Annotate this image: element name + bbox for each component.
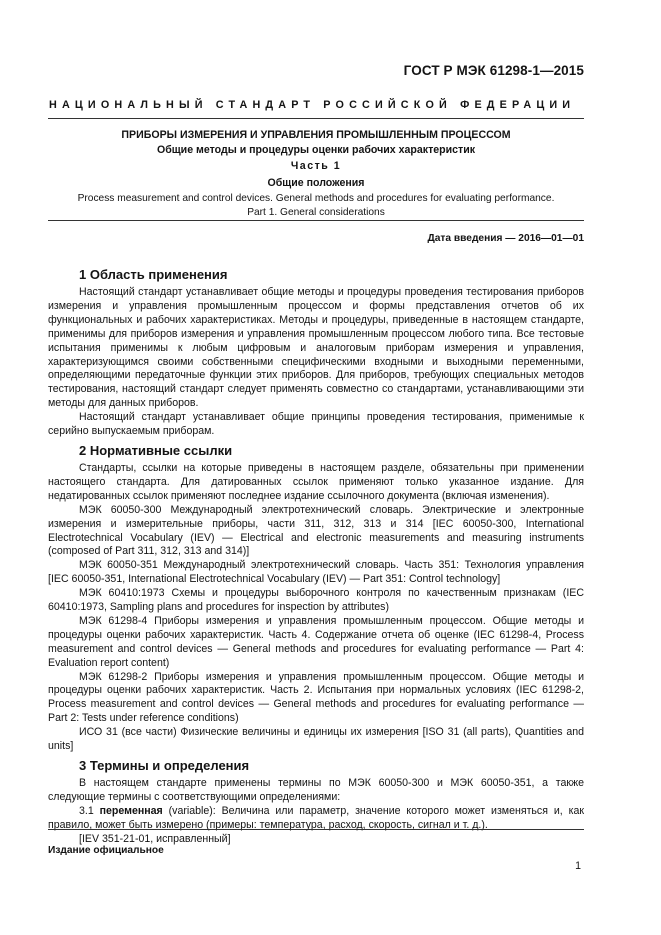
- standard-code: ГОСТ Р МЭК 61298-1—2015: [403, 63, 584, 78]
- paragraph: В настоящем стандарте применены термины по МЭК 60050-300 и МЭК 60050-351, а также следующие термины с соответствующими определениями:: [48, 777, 584, 803]
- section-terms: [48, 757, 584, 847]
- title-divider: [48, 220, 584, 221]
- section-normative-references: [48, 442, 584, 754]
- english-title-line-2: Part 1. General considerations: [247, 206, 385, 218]
- reference-item: МЭК 61298-4 Приборы измерения и управления промышленным процессом. Общие методы и процедуры оценки рабочих характеристик. Часть 4. Содержание отчета об оценке (IEC 61298-4, Process measurement and control devices — General methods and procedures for evaluating performance — Part 4: Evaluation report content): [48, 614, 584, 669]
- section-heading: 1 Область применения: [79, 267, 228, 282]
- part-title: Общие положения: [267, 177, 365, 189]
- english-title-line-1: Process measurement and control devices. General methods and procedures for evaluating performance.: [77, 193, 555, 204]
- document-body: [48, 266, 584, 850]
- reference-item: МЭК 60050-351 Международный электротехнический словарь. Часть 351: Технология управления [IEC 60050-351, International Electrotechnical Vocabulary (IEV) — Part 351: Control technology]: [48, 559, 584, 586]
- edition-label: Издание официальное: [48, 845, 164, 856]
- page-number: 1: [575, 860, 581, 872]
- document-subtitle: Общие методы и процедуры оценки рабочих характеристик: [156, 144, 476, 156]
- introduction-date: Дата введения — 2016—01—01: [427, 233, 584, 244]
- section-scope: [48, 266, 584, 439]
- reference-item: ИСО 31 (все части) Физические величины и единицы их измерения [ISO 31 (all parts), Quantities and units]: [48, 726, 584, 753]
- section-heading: 2 Нормативные ссылки: [79, 442, 233, 458]
- paragraph: Стандарты, ссылки на которые приведены в настоящем разделе, обязательны при применении настоящего стандарта. Для датированных ссылок применяют только указанное издание. Для недатированных ссылок применяют последнее издание ссылочного документа (включая изменения).: [48, 461, 584, 502]
- national-standard-banner: НАЦИОНАЛЬНЫЙ СТАНДАРТ РОССИЙСКОЙ ФЕДЕРАЦИИ: [49, 99, 576, 111]
- document-title: ПРИБОРЫ ИЗМЕРЕНИЯ И УПРАВЛЕНИЯ ПРОМЫШЛЕННЫМ ПРОЦЕССОМ: [121, 129, 511, 141]
- term-number: 3.1: [79, 804, 100, 817]
- paragraph: Настоящий стандарт устанавливает общие принципы проведения тестирования, применимые к серийно выпускаемым приборам.: [48, 411, 584, 438]
- footer-divider: [48, 829, 584, 830]
- term-source: [IEV 351-21-01, исправленный]: [79, 832, 231, 845]
- section-heading: 3 Термины и определения: [79, 758, 250, 773]
- reference-item: МЭК 60410:1973 Схемы и процедуры выборочного контроля по качественным признакам (IEC 60410:1973, Sampling plans and procedures for inspection by attributes): [48, 587, 584, 614]
- term-name: переменная: [99, 804, 163, 817]
- reference-item: МЭК 60050-300 Международный электротехнический словарь. Электрические и электронные измерения и измерительные приборы, части 311, 312, 313 и 314 [IEC 60050-300, International Electrotechnical Vocabulary (IEV) — Electrical and electronic measurements and measuring instruments (composed of Part 311, 312, 313 and 314)]: [48, 503, 584, 558]
- title-block: [48, 128, 584, 219]
- top-divider: [48, 118, 584, 119]
- part-label: Часть 1: [290, 160, 342, 172]
- term-text: (variable): Величина или параметр, значение которого может изменяться и, как правило, может быть измерено (примеры: температура, расход, скорость, сигнал и т. д.).: [48, 804, 584, 831]
- reference-item: МЭК 61298-2 Приборы измерения и управления промышленным процессом. Общие методы и процедуры оценки рабочих характеристик. Часть 2. Испытания при нормальных условиях (IEC 61298-2, Process measurement and control devices — General methods and procedures for evaluating performance — Part 2: Tests under reference conditions): [48, 670, 584, 725]
- paragraph: Настоящий стандарт устанавливает общие методы и процедуры проведения тестирования приборов измерения и управления промышленным процессом и формы представления отчетов об их функциональных и рабочих характеристиках. Методы и процедуры, приведенные в настоящем стандарте, применимы для приборов измерения и управления промышленным процессом любого типа. Все тестовые испытания применимы к любым цифровым и аналоговым приборам измерения и управления, характеризующимся своими собственными специфическими входными и выходными переменными, определяющими передаточные функции этих приборов. Для приборов, требующих специальных методов тестирования, настоящий стандарт следует применять совместно со стандартами, устанавливающими эти методы для данных приборов.: [48, 286, 584, 410]
